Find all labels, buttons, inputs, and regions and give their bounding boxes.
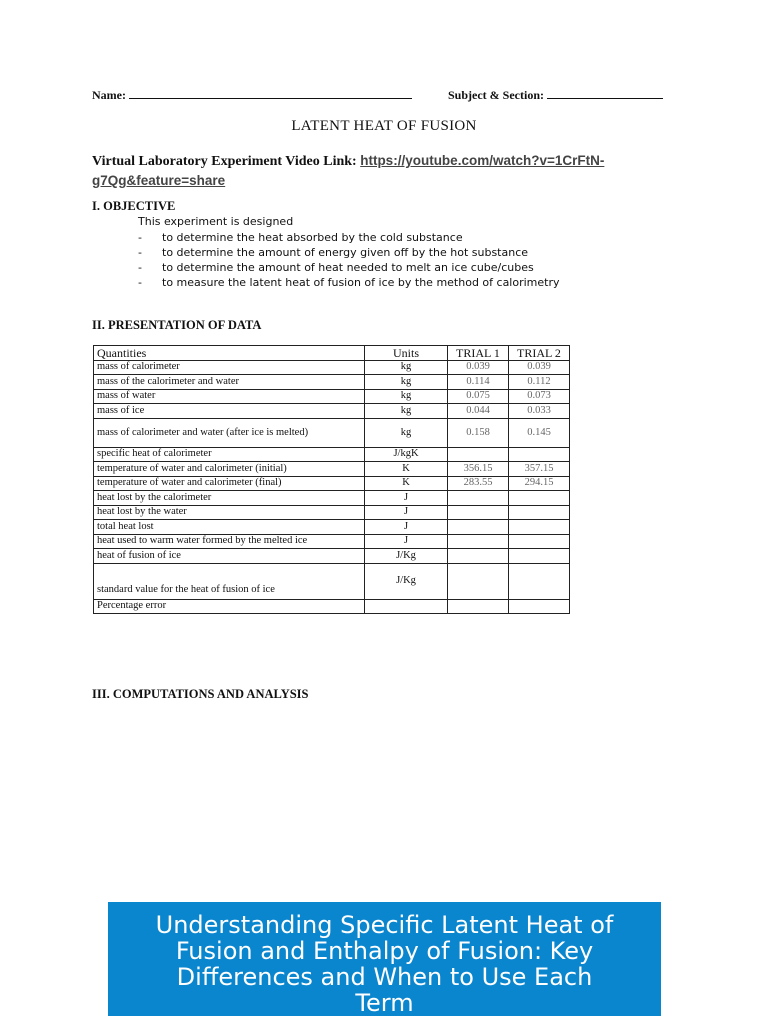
name-field	[92, 87, 412, 103]
column-header-units: Units	[365, 346, 448, 361]
objective-item	[138, 245, 560, 260]
objective-heading: I. OBJECTIVE	[92, 199, 176, 213]
trial-1-cell: 0.114	[448, 375, 509, 390]
unit-cell: K	[365, 476, 448, 491]
column-header-trial-2: TRIAL 2	[509, 346, 570, 361]
trial-2-cell	[509, 520, 570, 535]
trial-2-cell: 0.039	[509, 360, 570, 375]
subject-section-field	[448, 87, 663, 103]
table-header-row	[94, 346, 570, 361]
quantity-cell: temperature of water and calorimeter (final)	[94, 476, 365, 491]
trial-2-cell: 0.073	[509, 389, 570, 404]
trial-2-cell	[509, 505, 570, 520]
unit-cell: K	[365, 462, 448, 477]
trial-1-cell	[448, 447, 509, 462]
video-link[interactable]: https://youtube.com/watch?v=1CrFtN-g7Qg&feature=share	[92, 153, 605, 188]
table-row	[94, 520, 570, 535]
quantity-cell: Percentage error	[94, 599, 365, 614]
bullet-dash: -	[138, 261, 142, 274]
bullet-dash: -	[138, 246, 142, 259]
trial-1-cell: 283.55	[448, 476, 509, 491]
trial-2-cell: 0.145	[509, 418, 570, 447]
bullet-dash: -	[138, 231, 142, 244]
unit-cell	[365, 599, 448, 614]
table-row	[94, 447, 570, 462]
table-row	[94, 505, 570, 520]
trial-1-cell	[448, 599, 509, 614]
table-row	[94, 563, 570, 599]
quantity-cell: specific heat of calorimeter	[94, 447, 365, 462]
trial-1-cell: 0.158	[448, 418, 509, 447]
table-row	[94, 476, 570, 491]
trial-2-cell	[509, 491, 570, 506]
quantity-cell: heat lost by the water	[94, 505, 365, 520]
trial-2-cell: 0.112	[509, 375, 570, 390]
trial-1-cell: 356.15	[448, 462, 509, 477]
table-row	[94, 549, 570, 564]
unit-cell: J/Kg	[365, 563, 448, 599]
computations-heading: III. COMPUTATIONS AND ANALYSIS	[92, 687, 309, 701]
quantity-cell: mass of calorimeter and water (after ice is melted)	[94, 418, 365, 447]
name-blank-line	[129, 87, 412, 99]
unit-cell: J	[365, 534, 448, 549]
document-title: LATENT HEAT OF FUSION	[291, 118, 477, 134]
trial-2-cell: 294.15	[509, 476, 570, 491]
table-row	[94, 375, 570, 390]
subject-blank-line	[547, 87, 663, 99]
data-heading: II. PRESENTATION OF DATA	[92, 318, 262, 332]
unit-cell: J/Kg	[365, 549, 448, 564]
quantity-cell: mass of ice	[94, 404, 365, 419]
table-row	[94, 389, 570, 404]
name-label: Name:	[92, 88, 126, 102]
unit-cell: kg	[365, 375, 448, 390]
trial-1-cell	[448, 505, 509, 520]
table-row	[94, 418, 570, 447]
trial-2-cell: 0.033	[509, 404, 570, 419]
table-row	[94, 491, 570, 506]
trial-2-cell	[509, 599, 570, 614]
trial-1-cell	[448, 491, 509, 506]
quantity-cell: mass of water	[94, 389, 365, 404]
trial-2-cell: 357.15	[509, 462, 570, 477]
trial-2-cell	[509, 534, 570, 549]
objective-item	[138, 260, 560, 275]
unit-cell: J	[365, 491, 448, 506]
table-body	[94, 360, 570, 614]
data-table	[93, 345, 570, 614]
column-header-quantities: Quantities	[94, 346, 365, 361]
video-link-label: Virtual Laboratory Experiment Video Link:	[92, 154, 357, 169]
unit-cell: kg	[365, 389, 448, 404]
table-row	[94, 462, 570, 477]
subject-section-label: Subject & Section:	[448, 88, 544, 102]
quantity-cell: mass of the calorimeter and water	[94, 375, 365, 390]
quantity-cell: standard value for the heat of fusion of ice	[94, 563, 365, 599]
quantity-cell: heat lost by the calorimeter	[94, 491, 365, 506]
video-link-line	[92, 151, 652, 191]
trial-1-cell: 0.075	[448, 389, 509, 404]
unit-cell: kg	[365, 360, 448, 375]
table-row	[94, 404, 570, 419]
unit-cell: J	[365, 520, 448, 535]
objective-item-text: to determine the amount of heat needed to melt an ice cube/cubes	[162, 261, 534, 274]
trial-1-cell	[448, 549, 509, 564]
objective-list	[138, 230, 560, 290]
quantity-cell: temperature of water and calorimeter (initial)	[94, 462, 365, 477]
trial-1-cell	[448, 534, 509, 549]
table-row	[94, 599, 570, 614]
unit-cell: kg	[365, 404, 448, 419]
unit-cell: kg	[365, 418, 448, 447]
objective-item	[138, 230, 560, 245]
quantity-cell: mass of calorimeter	[94, 360, 365, 375]
banner-title: Understanding Specific Latent Heat of Fusion and Enthalpy of Fusion: Key Differences and When to Use Each Term	[155, 911, 614, 1016]
trial-2-cell	[509, 563, 570, 599]
unit-cell: J	[365, 505, 448, 520]
trial-1-cell: 0.044	[448, 404, 509, 419]
trial-2-cell	[509, 549, 570, 564]
objective-item-text: to determine the heat absorbed by the cold substance	[162, 231, 463, 244]
table-row	[94, 360, 570, 375]
objective-item-text: to measure the latent heat of fusion of ice by the method of calorimetry	[162, 276, 560, 289]
unit-cell: J/kgK	[365, 447, 448, 462]
table-row	[94, 534, 570, 549]
objective-item-text: to determine the amount of energy given off by the hot substance	[162, 246, 529, 259]
objective-item	[138, 275, 560, 290]
bullet-dash: -	[138, 276, 142, 289]
article-title-banner	[108, 902, 661, 1016]
quantity-cell: total heat lost	[94, 520, 365, 535]
column-header-trial-1: TRIAL 1	[448, 346, 509, 361]
quantity-cell: heat of fusion of ice	[94, 549, 365, 564]
objective-intro: This experiment is designed	[138, 215, 294, 228]
quantity-cell: heat used to warm water formed by the melted ice	[94, 534, 365, 549]
trial-1-cell	[448, 563, 509, 599]
trial-1-cell	[448, 520, 509, 535]
trial-2-cell	[509, 447, 570, 462]
trial-1-cell: 0.039	[448, 360, 509, 375]
